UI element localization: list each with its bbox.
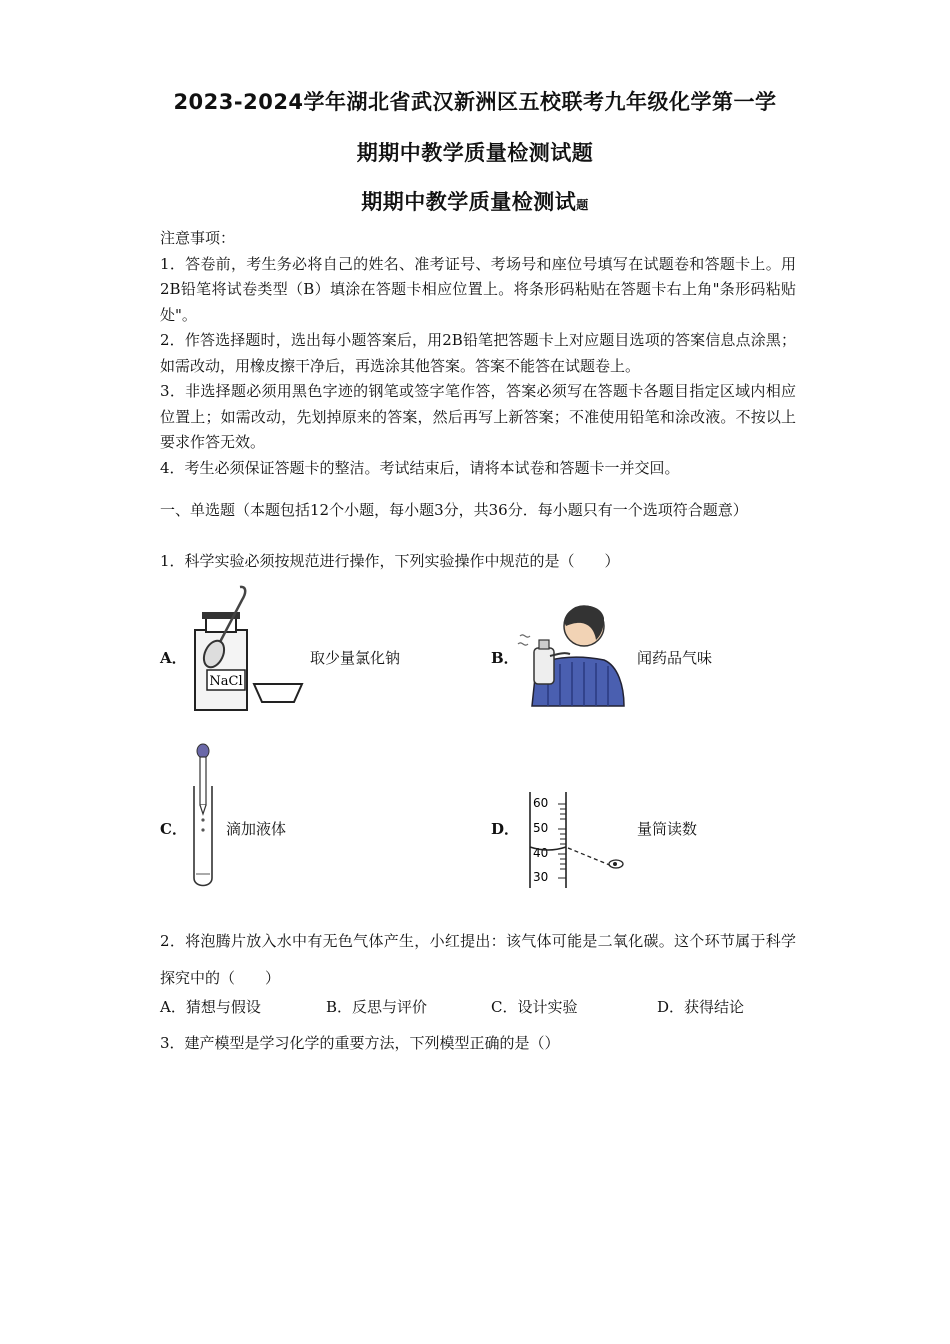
q2-choice-a: A．猜想与假设 <box>160 998 261 1016</box>
option-b-label: B． <box>491 649 519 667</box>
option-a-label: A． <box>160 649 187 667</box>
option-c-caption: 滴加液体 <box>226 820 287 838</box>
tick-label-40: 40 <box>533 846 549 860</box>
option-b-caption: 闻药品气味 <box>637 649 713 667</box>
dropper-figure <box>190 742 224 892</box>
question-3-stem: 3．建产模型是学习化学的重要方法，下列模型正确的是（） <box>160 1034 560 1052</box>
nacl-bottle-figure <box>190 582 310 717</box>
sight-line <box>568 848 612 866</box>
dropper-bulb <box>197 744 209 758</box>
option-c-label: C． <box>160 820 187 838</box>
notice-block <box>160 226 796 481</box>
graduated-cylinder-figure <box>524 790 628 890</box>
fume-lines <box>518 635 530 645</box>
q2-choice-c: C．设计实验 <box>491 998 578 1016</box>
question-2-stem: 2．将泡腾片放入水中有无色气体产生，小红提出：该气体可能是二氧化碳。这个环节属于科学探究中的（ ） <box>160 932 796 987</box>
option-d-label: D． <box>491 820 520 838</box>
notice-heading: 注意事项： <box>160 229 236 247</box>
dropper-tip <box>200 805 206 814</box>
notice-item-2: 2．作答选择题时，选出每小题答案后，用2B铅笔把答题卡上对应题目选项的答案信息点涂黑；如需改动，用橡皮擦干净后，再选涂其他答案。答案不能答在试题卷上。 <box>160 331 796 375</box>
question-1-stem: 1．科学实验必须按规范进行操作，下列实验操作中规范的是（ ） <box>160 552 620 570</box>
section-1-heading: 一、单选题（本题包括12个小题，每小题3分，共36分．每小题只有一个选项符合题意） <box>160 501 748 519</box>
title-line-1: 2023-2024学年湖北省武汉新洲区五校联考九年级化学第一学 <box>173 90 777 114</box>
title-line-3 <box>0 186 950 216</box>
dropper-tube <box>200 757 206 805</box>
tick-label-60: 60 <box>533 796 549 810</box>
title-line-2: 期期中教学质量检测试题 <box>356 141 594 165</box>
notice-item-3: 3．非选择题必须用黑色字迹的钢笔或签字笔作答，答案必须写在答题卡各题目指定区域内相应位置上；如需改动，先划掉原来的答案，然后再写上新答案；不准使用铅笔和涂改液。不按以上要求作答无效。 <box>160 382 796 451</box>
eye-pupil <box>613 862 617 866</box>
notice-item-1: 1．答卷前，考生务必将自己的姓名、准考证号、考场号和座位号填写在试题卷和答题卡上。用2B铅笔将试卷类型（B）填涂在答题卡相应位置上。将条形码粘贴在答题卡右上角"条形码粘贴处"。 <box>160 254 796 324</box>
title-line-3-main: 期期中教学质量检测试 <box>361 190 577 214</box>
nacl-label-text: NaCl <box>209 674 243 689</box>
reagent-bottle <box>534 648 554 684</box>
option-a-caption: 取少量氯化钠 <box>310 649 401 667</box>
cylinder-ticks <box>558 804 566 878</box>
q2-choice-d: D．获得结论 <box>657 998 745 1016</box>
tick-label-30: 30 <box>533 870 549 884</box>
q2-choice-b: B．反思与评价 <box>326 998 428 1016</box>
droplet-1 <box>201 818 204 821</box>
tick-label-50: 50 <box>533 821 549 835</box>
smelling-boy-figure <box>514 596 632 714</box>
option-d-caption: 量筒读数 <box>637 820 698 838</box>
watch-glass <box>254 684 302 702</box>
notice-item-4: 4．考生必须保证答题卡的整洁。考试结束后，请将本试卷和答题卡一并交回。 <box>160 458 680 477</box>
title-line-3-small: 题 <box>576 198 589 212</box>
bottle-cap <box>539 640 549 649</box>
droplet-2 <box>201 828 204 831</box>
